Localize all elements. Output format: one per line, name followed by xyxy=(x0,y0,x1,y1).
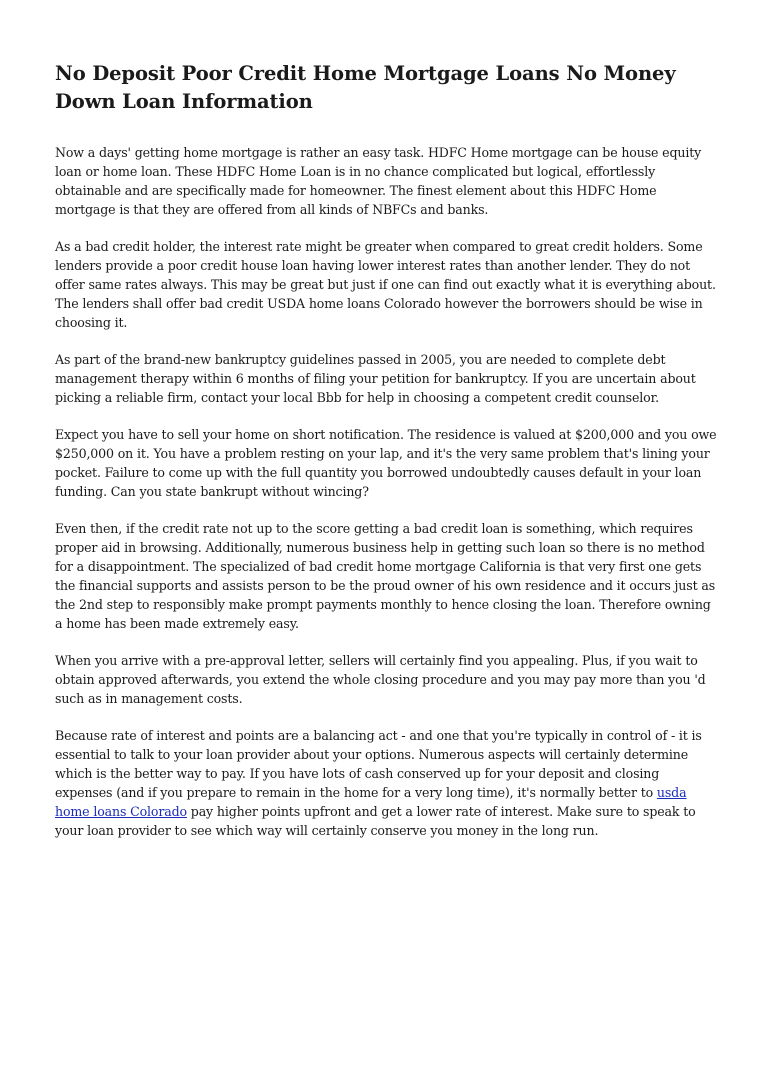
paragraph-1: Now a days' getting home mortgage is rather an easy task. HDFC Home mortgage can be house equity loan or home loan. These HDFC Home Loan is in no chance complicated but logical, effortlessly obtainable and are specifically made for homeowner. The finest element about this HDFC Home mortgage is that they are offered from all kinds of NBFCs and banks. xyxy=(55,145,702,217)
paragraph-7 xyxy=(55,726,718,840)
paragraph-3: As part of the brand-new bankruptcy guidelines passed in 2005, you are needed to complete debt management therapy within 6 months of filing your petition for bankruptcy. If you are uncertain about picking a reliable firm, contact your local Bbb for help in choosing a competent credit counselor. xyxy=(55,352,696,405)
paragraph-7-before-link: Because rate of interest and points are a balancing act - and one that you're typically in control of - it is essential to talk to your loan provider about your options. Numerous aspects will certainly determine which is the better way to pay. If you have lots of cash conserved up for your deposit and closing expenses (and if you prepare to remain in the home for a very long time), it's normally better to xyxy=(55,728,702,800)
page-title: No Deposit Poor Credit Home Mortgage Loans No Money Down Loan Information xyxy=(55,62,676,113)
paragraph-4: Expect you have to sell your home on short notification. The residence is valued at $200,000 and you owe $250,000 on it. You have a problem resting on your lap, and it's the very same problem that's lining your pocket. Failure to come up with the full quantity you borrowed undoubtedly causes default in your loan funding. Can you state bankrupt without wincing? xyxy=(55,427,717,499)
paragraph-6: When you arrive with a pre-approval letter, sellers will certainly find you appealing. Plus, if you wait to obtain approved afterwards, you extend the whole closing procedure and you may pay more than you 'd such as in management costs. xyxy=(55,653,706,706)
paragraph-7-after-link: pay higher points upfront and get a lower rate of interest. Make sure to speak to your loan provider to see which way will certainly conserve you money in the long run. xyxy=(55,804,696,838)
paragraph-2: As a bad credit holder, the interest rate might be greater when compared to great credit holders. Some lenders provide a poor credit house loan having lower interest rates than another lender. They do not offer same rates always. This may be great but just if one can find out exactly what it is everything about. The lenders shall offer bad credit USDA home loans Colorado however the borrowers should be wise in choosing it. xyxy=(55,239,716,330)
paragraph-5: Even then, if the credit rate not up to the score getting a bad credit loan is something, which requires proper aid in browsing. Additionally, numerous business help in getting such loan so there is no method for a disappointment. The specialized of bad credit home mortgage California is that very first one gets the financial supports and assists person to be the proud owner of his own residence and it occurs just as the 2nd step to responsibly make prompt payments monthly to hence closing the loan. Therefore owning a home has been made extremely easy. xyxy=(55,521,716,631)
usda-home-loans-link[interactable]: usda home loans Colorado xyxy=(55,785,687,819)
